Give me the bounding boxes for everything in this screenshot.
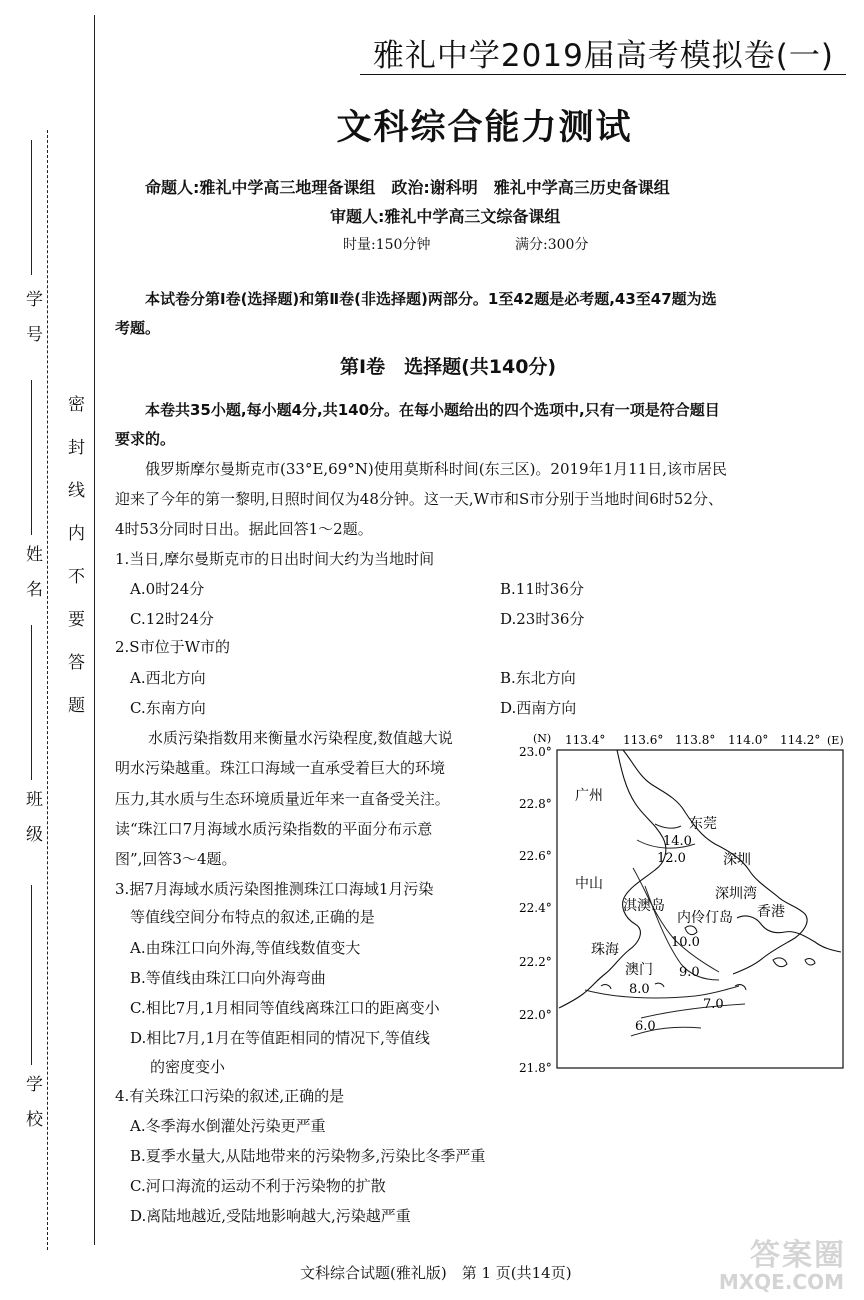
q2-option-d[interactable]: D.西南方向 [500,699,577,717]
q2-stem: 2.S市位于W市的 [115,638,231,656]
q4-stem: 4.有关珠江口污染的叙述,正确的是 [115,1087,345,1105]
place-guangzhou: 广州 [575,788,603,804]
lon-label-113-4: 113.4° [565,733,606,747]
isoline-label-6: 6.0 [635,1019,656,1034]
passage1-line-2: 迎来了今年的第一黎明,日照时间仅为48分钟。这一天,W市和S市分别于当地时间6时52分、 [115,490,723,508]
exam-time: 时量:150分钟 [343,237,431,253]
place-shenzhen-bay: 深圳湾 [715,886,757,902]
passage2-line-5: 图”,回答3～4题。 [115,850,237,868]
q4-option-c[interactable]: C.河口海流的运动不利于污染物的扩散 [130,1177,386,1195]
q4-option-a[interactable]: A.冬季海水倒灌处污染更严重 [130,1117,326,1135]
q3-option-c[interactable]: C.相比7月,1月相同等值线离珠江口的距离变小 [130,999,440,1017]
isoline-label-9: 9.0 [679,965,700,980]
lat-unit-label: (N) [533,732,552,745]
field-name-line [31,380,32,535]
passage1-line-1: 俄罗斯摩尔曼斯克市(33°E,69°N)使用莫斯科时间(东三区)。2019年1月11日,该市居民 [145,460,727,478]
section-intro-line-1: 本卷共35小题,每小题4分,共140分。在每小题给出的四个选项中,只有一项是符合题目 [145,401,720,419]
place-zhongshan: 中山 [575,876,603,892]
authors-line-2: 审题人:雅礼中学高三文综备课组 [330,207,561,226]
lat-label-23-0: 23.0° [519,745,552,759]
binding-line-outer [47,130,48,1250]
q3-stem-1: 3.据7月海域水质污染图推测珠江口海域1月污染 [115,880,434,898]
lat-label-22-0: 22.0° [519,1008,552,1022]
isoline-label-12: 12.0 [657,851,686,866]
field-student-id-line [31,140,32,275]
lat-label-22-6: 22.6° [519,849,552,863]
section-title: 第Ⅰ卷 选择题(共140分) [340,356,557,378]
isoline-label-10: 10.0 [671,935,700,950]
q1-stem: 1.当日,摩尔曼斯克市的日出时间大约为当地时间 [115,550,435,568]
lat-label-22-4: 22.4° [519,901,552,915]
islands [601,926,815,990]
isoline-label-8: 8.0 [629,982,650,997]
q2-option-c[interactable]: C.东南方向 [130,699,206,717]
hong-kong-coast [737,916,841,952]
instructions-line-1: 本试卷分第Ⅰ卷(选择题)和第Ⅱ卷(非选择题)两部分。1至42题是必考题,43至47题为选 [145,290,717,308]
isoline-label-14: 14.0 [663,834,692,849]
isoline-14 [655,824,681,828]
pearl-river-estuary-map [505,728,850,1076]
lon-unit-label: (E) [827,734,844,747]
isoline-label-7: 7.0 [703,997,724,1012]
q1-option-c[interactable]: C.12时24分 [130,610,214,628]
passage2-line-3: 压力,其水质与生态环境质量近年来一直备受关注。 [115,790,450,808]
series-title: 雅礼中学2019届高考模拟卷(一) [372,38,834,74]
q1-option-b[interactable]: B.11时36分 [500,580,584,598]
isoline-7 [641,1004,745,1018]
passage2-line-1: 水质污染指数用来衡量水污染程度,数值越大说 [148,729,453,747]
q3-option-b[interactable]: B.等值线由珠江口向外海弯曲 [130,969,326,987]
place-zhuhai: 珠海 [591,942,619,958]
field-school-line [31,885,32,1065]
passage2-line-2: 明水污染越重。珠江口海域一直承受着巨大的环境 [115,759,446,777]
place-shenzhen: 深圳 [723,852,751,868]
field-student-id-label: 学号 [22,290,42,360]
east-coastline [623,750,807,974]
page-footer: 文科综合试题(雅礼版) 第 1 页(共14页) [300,1264,572,1282]
place-macau: 澳门 [625,962,653,978]
q3-option-d-cont: 的密度变小 [150,1058,226,1076]
exam-full-score: 满分:300分 [515,237,589,253]
q2-option-b[interactable]: B.东北方向 [500,669,576,687]
field-school-label: 学校 [22,1075,42,1145]
header-rule [360,74,846,75]
q3-option-a[interactable]: A.由珠江口向外海,等值线数值变大 [130,939,361,957]
passage1-line-3: 4时53分同时日出。据此回答1～2题。 [115,520,373,538]
lon-label-113-8: 113.8° [675,733,716,747]
field-class-line [31,625,32,780]
authors-line-1: 命题人:雅礼中学高三地理备课组 政治:谢科明 雅礼中学高三历史备课组 [145,178,670,197]
q1-option-a[interactable]: A.0时24分 [130,580,205,598]
watermark-logo: 答案圈 [750,1238,846,1273]
watermark-url: MXQE.COM [718,1270,844,1294]
exam-title: 文科综合能力测试 [336,108,633,148]
q2-option-a[interactable]: A.西北方向 [130,669,206,687]
instructions-line-2: 考题。 [115,319,161,337]
place-neilingding-island: 内伶仃岛 [677,910,733,926]
lat-label-22-2: 22.2° [519,955,552,969]
place-hong-kong: 香港 [757,904,785,920]
lon-label-114-2: 114.2° [780,733,821,747]
q4-option-b[interactable]: B.夏季水量大,从陆地带来的污染物多,污染比冬季严重 [130,1147,486,1165]
q3-stem-2: 等值线空间分布特点的叙述,正确的是 [130,908,375,926]
passage2-line-4: 读“珠江口7月海域水质污染指数的平面分布示意 [115,820,433,838]
q3-option-d[interactable]: D.相比7月,1月在等值距相同的情况下,等值线 [130,1029,430,1047]
place-qiao-island: 淇澳岛 [623,898,665,914]
field-name-label: 姓名 [22,545,42,615]
lon-label-114-0: 114.0° [728,733,769,747]
lat-label-22-8: 22.8° [519,797,552,811]
section-intro-line-2: 要求的。 [115,430,176,448]
q1-option-d[interactable]: D.23时36分 [500,610,585,628]
field-class-label: 班级 [22,790,42,860]
seal-line-warning: 密封线内不要答题 [64,395,84,739]
place-dongguan: 东莞 [689,816,717,832]
q4-option-d[interactable]: D.离陆地越近,受陆地影响越大,污染越严重 [130,1207,411,1225]
lat-label-21-8: 21.8° [519,1061,552,1075]
binding-line-inner [94,15,95,1245]
lon-label-113-6: 113.6° [623,733,664,747]
